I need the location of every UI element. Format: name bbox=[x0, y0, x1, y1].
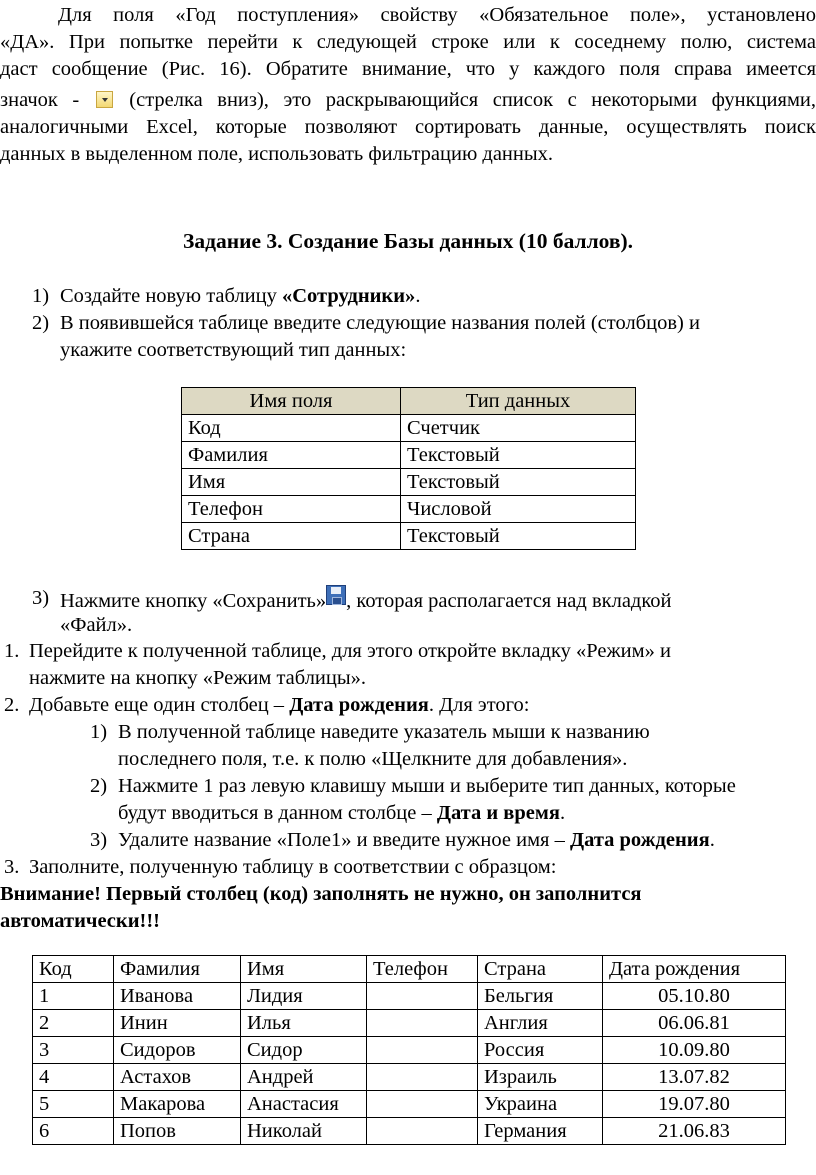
intro-text: (стрелка вниз), это раскрывающийся список с некоторыми функциями, bbox=[129, 89, 816, 111]
column-header: Дата рождения bbox=[603, 956, 786, 983]
table-row bbox=[182, 415, 636, 442]
intro-line: аналогичными Excel, которые позволяют сортировать данные, осуществлять поиск bbox=[0, 116, 816, 138]
fields-table bbox=[181, 387, 636, 550]
table-row bbox=[33, 1118, 786, 1145]
task-heading: Задание 3. Создание Базы данных (10 баллов). bbox=[182, 229, 634, 253]
cell-country: Бельгия bbox=[478, 983, 603, 1010]
column-header: Тип данных bbox=[401, 388, 636, 415]
cell-name: Илья bbox=[241, 1010, 367, 1037]
cell-phone bbox=[367, 1091, 478, 1118]
warning-line: Внимание! Первый столбец (код) заполнять не нужно, он заполнится bbox=[0, 883, 642, 905]
cell-birthdate: 19.07.80 bbox=[603, 1091, 786, 1118]
table-row bbox=[33, 1010, 786, 1037]
save-icon bbox=[326, 585, 346, 605]
step-text: последнего поля, т.е. к полю «Щелкните для добавления». bbox=[118, 748, 628, 770]
warning-line: автоматически!!! bbox=[0, 910, 161, 932]
step-number: 2) bbox=[32, 312, 50, 334]
table-row bbox=[33, 1064, 786, 1091]
step-number: 3) bbox=[32, 587, 50, 609]
cell-code: 5 bbox=[33, 1091, 114, 1118]
list-item-add-column bbox=[4, 692, 530, 719]
cell-code: 4 bbox=[33, 1064, 114, 1091]
column-name: Дата рождения bbox=[570, 829, 710, 851]
step-text-post: . bbox=[709, 829, 715, 851]
column-header: Код bbox=[33, 956, 114, 983]
sub-step-rename bbox=[90, 827, 715, 854]
cell-surname: Инин bbox=[114, 1010, 241, 1037]
cell-phone bbox=[367, 1118, 478, 1145]
list-item-fill-table bbox=[4, 854, 557, 881]
cell-name: Анастасия bbox=[241, 1091, 367, 1118]
table-row bbox=[33, 1091, 786, 1118]
cell-name: Сидор bbox=[241, 1037, 367, 1064]
table-name: «Сотрудники» bbox=[282, 285, 416, 307]
column-header: Телефон bbox=[367, 956, 478, 983]
step-text-post: . bbox=[559, 802, 566, 824]
field-name: Телефон bbox=[182, 496, 401, 523]
step-number: 1) bbox=[32, 285, 50, 307]
column-name: Дата рождения bbox=[289, 694, 429, 716]
step-text: укажите соответствующий тип данных: bbox=[60, 339, 407, 361]
step-text: Нажмите 1 раз левую клавишу мыши и выберите тип данных, которые bbox=[118, 775, 736, 797]
field-type: Текстовый bbox=[401, 442, 636, 469]
table-header-row bbox=[182, 388, 636, 415]
cell-surname: Попов bbox=[114, 1118, 241, 1145]
cell-surname: Иванова bbox=[114, 983, 241, 1010]
cell-phone bbox=[367, 983, 478, 1010]
field-type: Счетчик bbox=[401, 415, 636, 442]
table-row bbox=[33, 1037, 786, 1064]
table-row bbox=[182, 496, 636, 523]
cell-birthdate: 10.09.80 bbox=[603, 1037, 786, 1064]
list-number: 2. bbox=[4, 694, 20, 716]
cell-name: Андрей bbox=[241, 1064, 367, 1091]
step-enter-fields bbox=[32, 310, 700, 361]
step-number: 1) bbox=[90, 721, 108, 743]
cell-name: Лидия bbox=[241, 983, 367, 1010]
list-number: 1. bbox=[4, 640, 20, 662]
cell-birthdate: 13.07.82 bbox=[603, 1064, 786, 1091]
step-text-pre: Удалите название «Поле1» и введите нужное имя – bbox=[118, 829, 570, 851]
cell-birthdate: 21.06.83 bbox=[603, 1118, 786, 1145]
cell-phone bbox=[367, 1010, 478, 1037]
step-save bbox=[32, 585, 672, 636]
step-create-table bbox=[32, 283, 421, 310]
step-text-post: . bbox=[415, 285, 421, 307]
cell-country: Украина bbox=[478, 1091, 603, 1118]
table-row bbox=[182, 442, 636, 469]
cell-code: 6 bbox=[33, 1118, 114, 1145]
intro-paragraph bbox=[0, 2, 816, 168]
cell-surname: Макарова bbox=[114, 1091, 241, 1118]
step-text bbox=[60, 283, 420, 310]
cell-birthdate: 06.06.81 bbox=[603, 1010, 786, 1037]
field-type: Текстовый bbox=[401, 523, 636, 550]
warning-note bbox=[0, 881, 642, 935]
cell-birthdate: 05.10.80 bbox=[603, 983, 786, 1010]
cell-country: Германия bbox=[478, 1118, 603, 1145]
field-type: Текстовый bbox=[401, 469, 636, 496]
column-header: Фамилия bbox=[114, 956, 241, 983]
dropdown-arrow-icon bbox=[96, 91, 113, 108]
table-header-row bbox=[33, 956, 786, 983]
step-text: «Файл». bbox=[60, 614, 133, 636]
step-text bbox=[118, 800, 565, 827]
intro-line-with-icon bbox=[0, 87, 816, 114]
step-text: В появившейся таблице введите следующие названия полей (столбцов) и bbox=[60, 312, 700, 334]
table-row bbox=[182, 523, 636, 550]
cell-code: 2 bbox=[33, 1010, 114, 1037]
cell-country: Англия bbox=[478, 1010, 603, 1037]
step-text-post: , которая располагается над вкладкой bbox=[346, 590, 672, 612]
table-row bbox=[182, 469, 636, 496]
employees-table bbox=[32, 955, 786, 1145]
cell-name: Николай bbox=[241, 1118, 367, 1145]
list-text: Перейдите к полученной таблице, для этого откройте вкладку «Режим» и bbox=[29, 640, 671, 662]
cell-country: Израиль bbox=[478, 1064, 603, 1091]
field-name: Код bbox=[182, 415, 401, 442]
table-row bbox=[33, 983, 786, 1010]
cell-code: 1 bbox=[33, 983, 114, 1010]
list-text-pre: Добавьте еще один столбец – bbox=[29, 694, 290, 716]
step-text bbox=[60, 585, 672, 615]
intro-line: «ДА». При попытке перейти к следующей строке или к соседнему полю, система bbox=[0, 31, 816, 53]
step-text-pre: Нажмите кнопку «Сохранить» bbox=[60, 590, 327, 612]
list-text-post: . Для этого: bbox=[428, 694, 530, 716]
cell-surname: Астахов bbox=[114, 1064, 241, 1091]
list-text: нажмите на кнопку «Режим таблицы». bbox=[29, 667, 367, 689]
field-name: Фамилия bbox=[182, 442, 401, 469]
column-header: Страна bbox=[478, 956, 603, 983]
list-text bbox=[29, 692, 530, 719]
intro-text: значок - bbox=[0, 89, 80, 111]
cell-country: Россия bbox=[478, 1037, 603, 1064]
field-type: Числовой bbox=[401, 496, 636, 523]
field-name: Страна bbox=[182, 523, 401, 550]
step-text: В полученной таблице наведите указатель мыши к названию bbox=[118, 721, 650, 743]
sub-step-data-type bbox=[90, 773, 736, 824]
intro-line: данных в выделенном поле, использовать фильтрацию данных. bbox=[0, 143, 554, 165]
cell-surname: Сидоров bbox=[114, 1037, 241, 1064]
field-name: Имя bbox=[182, 469, 401, 496]
step-number: 3) bbox=[90, 829, 108, 851]
list-item-open-table bbox=[4, 638, 671, 689]
cell-phone bbox=[367, 1064, 478, 1091]
step-text bbox=[118, 827, 715, 854]
data-type-name: Дата и время bbox=[436, 802, 560, 824]
step-text-pre: Создайте новую таблицу bbox=[60, 285, 282, 307]
intro-line: Для поля «Год поступления» свойству «Обязательное поле», установлено bbox=[58, 4, 816, 26]
step-text-pre: будут вводиться в данном столбце – bbox=[118, 802, 437, 824]
column-header: Имя поля bbox=[182, 388, 401, 415]
list-number: 3. bbox=[4, 856, 20, 878]
column-header: Имя bbox=[241, 956, 367, 983]
list-text: Заполните, полученную таблицу в соответствии с образцом: bbox=[29, 856, 557, 878]
cell-code: 3 bbox=[33, 1037, 114, 1064]
sub-step-pointer bbox=[90, 719, 650, 770]
cell-phone bbox=[367, 1037, 478, 1064]
intro-line: даст сообщение (Рис. 16). Обратите внимание, что у каждого поля справа имеется bbox=[0, 58, 816, 80]
step-number: 2) bbox=[90, 775, 108, 797]
